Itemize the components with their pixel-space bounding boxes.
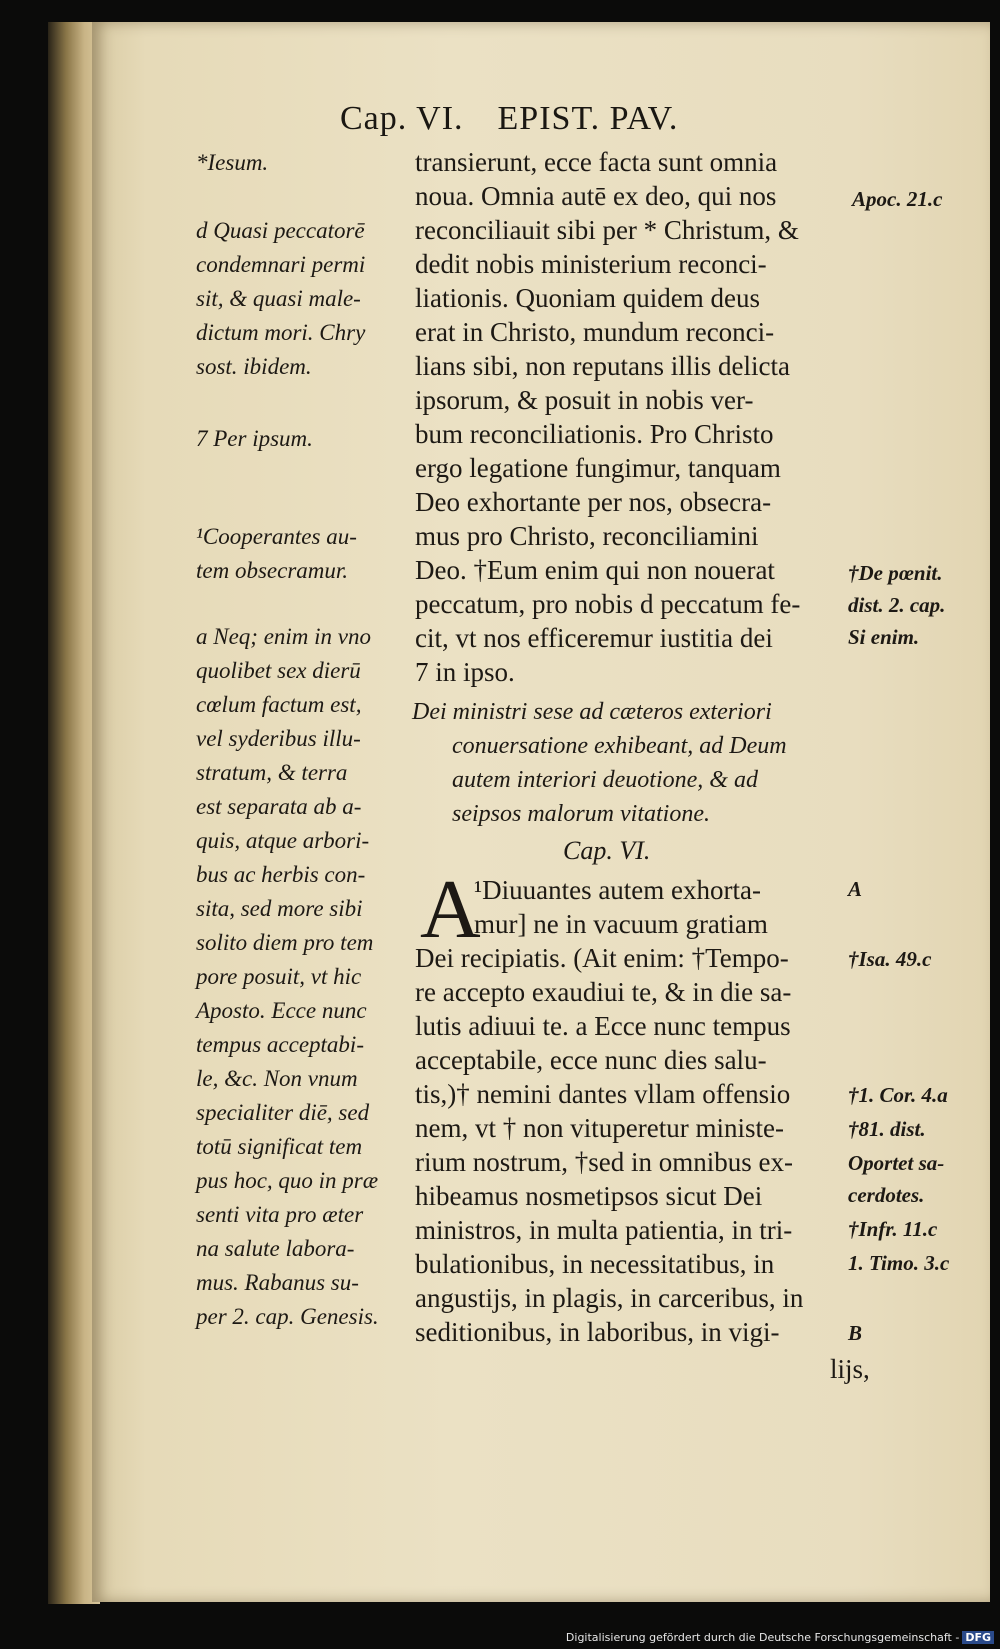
text-line: re accepto exaudiui te, & in die sa-	[415, 977, 792, 1007]
footer-bar	[0, 1604, 1000, 1649]
text-line: Deo. †Eum enim qui non nouerat	[415, 555, 775, 585]
margin-ref: dist. 2. cap.	[848, 593, 946, 617]
gloss-line: est separata ab a-	[196, 794, 362, 819]
text-line: liationis. Quoniam quidem deus	[415, 283, 760, 313]
gloss-line: *Iesum.	[196, 150, 269, 175]
gloss-line: senti vita pro æter	[196, 1202, 364, 1227]
text-line: lians sibi, non reputans illis delicta	[415, 351, 790, 381]
chapter-heading: Cap. VI.	[563, 836, 651, 865]
text-line: transierunt, ecce facta sunt omnia	[415, 147, 778, 177]
text-line: reconciliauit sibi per * Christum, &	[415, 215, 799, 245]
text-line: nem, vt † non vituperetur ministe-	[415, 1113, 784, 1143]
text-line: ¹Diuuantes autem exhorta-	[474, 875, 761, 905]
text-line: cit, vt nos efficeremur iustitia dei	[415, 623, 773, 653]
margin-ref: †Isa. 49.c	[848, 947, 932, 971]
summary-line: conuersatione exhibeant, ad Deum	[452, 733, 787, 759]
text-line: rium nostrum, †sed in omnibus ex-	[415, 1147, 793, 1177]
gloss-line: solito diem pro tem	[196, 930, 374, 955]
dfg-logo: DFG	[962, 1631, 994, 1644]
header-chapter: Cap. VI.	[340, 100, 464, 137]
gloss-line: cœlum factum est,	[196, 692, 362, 717]
text-line: peccatum, pro nobis d peccatum fe-	[415, 589, 801, 619]
margin-ref: 1. Timo. 3.c	[848, 1251, 950, 1275]
text-line: dedit nobis ministerium reconci-	[415, 249, 767, 279]
gloss-line: totū significat tem	[196, 1134, 363, 1159]
text-line: erat in Christo, mundum reconci-	[415, 317, 775, 347]
text-line: noua. Omnia autē ex deo, qui nos	[415, 181, 777, 211]
gloss-line: pus hoc, quo in præ	[196, 1168, 379, 1193]
gloss-line: le, &c. Non vnum	[196, 1066, 358, 1091]
gloss-line: pore posuit, vt hic	[196, 964, 362, 989]
text-line: acceptabile, ecce nunc dies salu-	[415, 1045, 767, 1075]
footer-credit-text: Digitalisierung gefördert durch die Deutsche Forschungsgemeinschaft -	[565, 1631, 960, 1644]
gloss-line: tem obsecramur.	[196, 558, 349, 583]
summary-line: Dei ministri sese ad cæteros exteriori	[412, 699, 772, 725]
running-header	[340, 100, 712, 138]
margin-ref: †1. Cor. 4.a	[848, 1083, 948, 1107]
margin-ref: Apoc. 21.c	[852, 187, 943, 211]
catchword: lijs,	[830, 1354, 870, 1384]
summary-line: seipsos malorum vitatione.	[452, 801, 710, 827]
gloss-line: 7 Per ipsum.	[196, 426, 313, 451]
gloss-line: condemnari permi	[196, 252, 366, 277]
text-line: 7 in ipso.	[415, 657, 515, 687]
text-line: bum reconciliationis. Pro Christo	[415, 419, 774, 449]
gloss-line: stratum, & terra	[196, 760, 348, 785]
gloss-line: quis, atque arbori-	[196, 828, 370, 853]
gloss-line: specialiter diē, sed	[196, 1100, 370, 1125]
drop-cap: A	[420, 863, 481, 956]
gloss-line: Aposto. Ecce nunc	[196, 998, 367, 1023]
gloss-line: tempus acceptabi-	[196, 1032, 364, 1057]
gloss-line: quolibet sex dierū	[196, 658, 361, 683]
gloss-line: per 2. cap. Genesis.	[196, 1304, 379, 1329]
text-line: ministros, in multa patientia, in tri-	[415, 1215, 793, 1245]
text-line: mus pro Christo, reconciliamini	[415, 521, 759, 551]
text-line: lutis adiuui te. a Ecce nunc tempus	[415, 1011, 791, 1041]
text-line: hibeamus nosmetipsos sicut Dei	[415, 1181, 763, 1211]
margin-ref: A	[848, 877, 863, 901]
gloss-line: ¹Cooperantes au-	[196, 524, 357, 549]
margin-ref: †Infr. 11.c	[848, 1217, 938, 1241]
gloss-line: dictum mori. Chry	[196, 320, 366, 345]
text-line: Deo exhortante per nos, obsecra-	[415, 487, 772, 517]
gloss-line: na salute labora-	[196, 1236, 355, 1261]
gloss-line: d Quasi peccatorē	[196, 218, 365, 243]
header-title: EPIST. PAV.	[497, 100, 679, 137]
margin-ref: Si enim.	[848, 625, 920, 649]
footer-credit	[566, 1631, 994, 1644]
text-line: tis,)† nemini dantes vllam offensio	[415, 1079, 791, 1109]
text-line: Dei recipiatis. (Ait enim: †Tempo-	[415, 943, 789, 973]
text-line: seditionibus, in laboribus, in vigi-	[415, 1317, 780, 1347]
gloss-line: vel syderibus illu-	[196, 726, 361, 751]
margin-ref: †De pœnit.	[848, 561, 943, 585]
text-line: bulationibus, in necessitatibus, in	[415, 1249, 775, 1279]
gloss-line: bus ac herbis con-	[196, 862, 366, 887]
text-line: ergo legatione fungimur, tanquam	[415, 453, 781, 483]
gloss-line: sost. ibidem.	[196, 354, 312, 379]
margin-ref: Oportet sa-	[848, 1151, 945, 1175]
gloss-line: sit, & quasi male-	[196, 286, 361, 311]
margin-ref: B	[848, 1321, 863, 1345]
gloss-line: sita, sed more sibi	[196, 896, 363, 921]
summary-line: autem interiori deuotione, & ad	[452, 767, 758, 793]
gloss-line: a Neq; enim in vno	[196, 624, 372, 649]
text-line: angustijs, in plagis, in carceribus, in	[415, 1283, 804, 1313]
text-line: ipsorum, & posuit in nobis ver-	[415, 385, 754, 415]
gloss-line: mus. Rabanus su-	[196, 1270, 359, 1295]
text-line: mur] ne in vacuum gratiam	[474, 909, 768, 939]
margin-ref: cerdotes.	[848, 1183, 925, 1207]
margin-ref: †81. dist.	[848, 1117, 926, 1141]
